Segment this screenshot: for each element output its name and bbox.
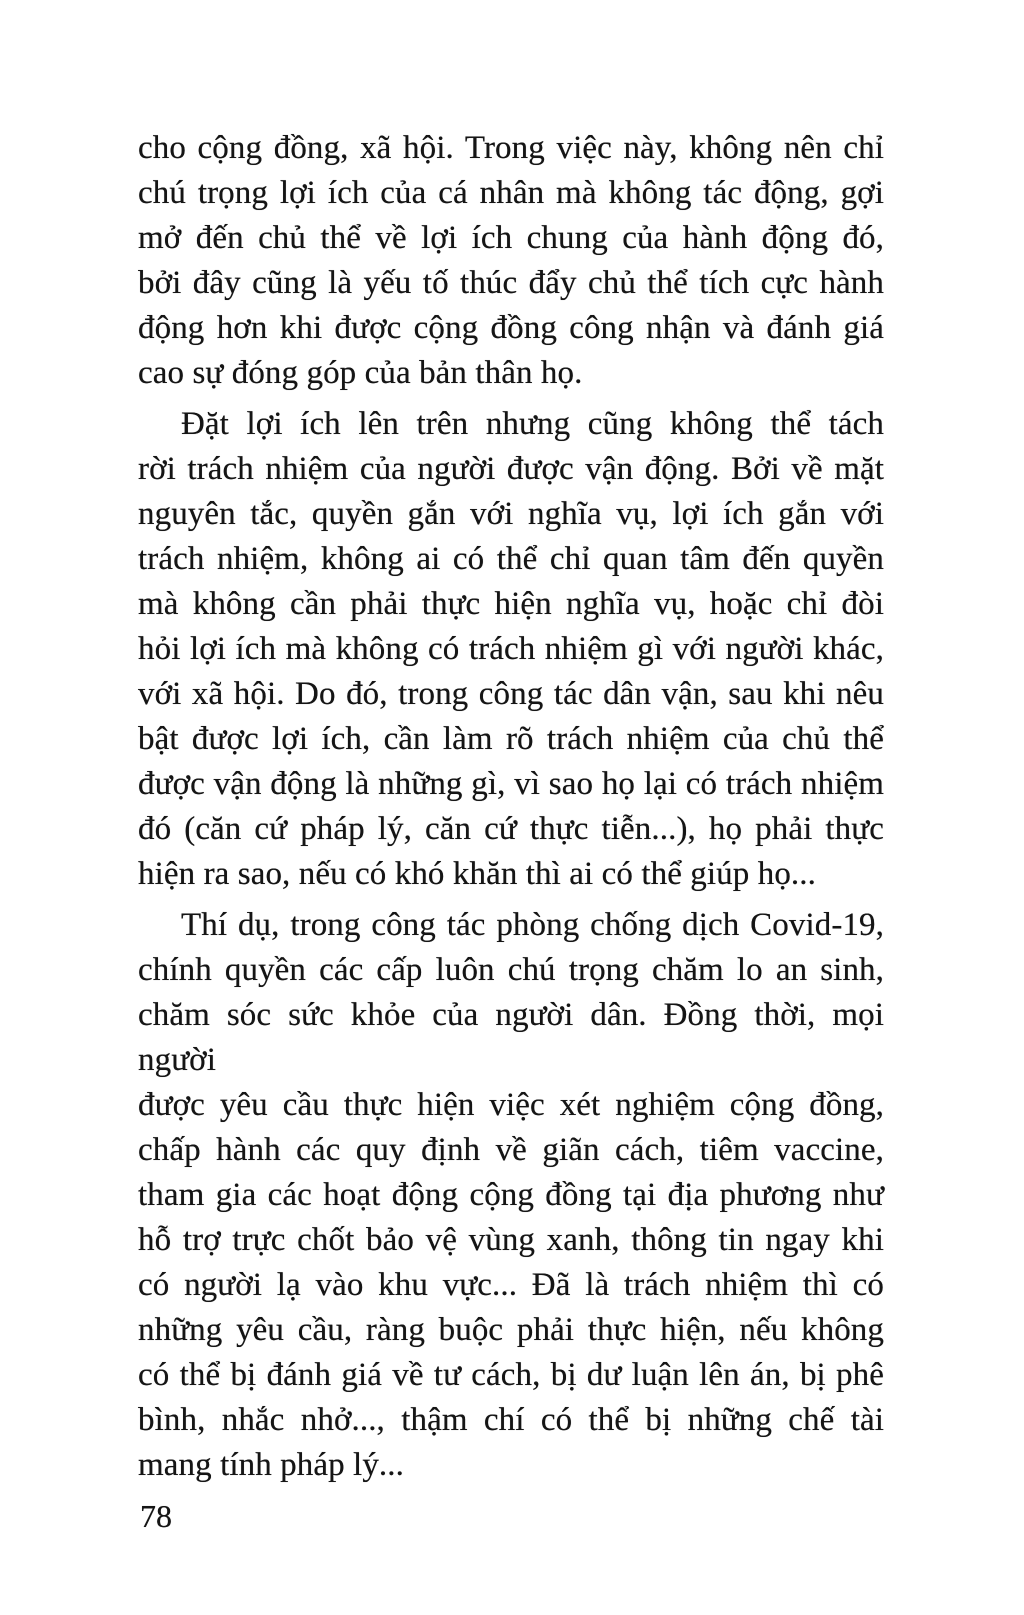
- text-line: hỏi lợi ích mà không có trách nhiệm gì với người khác,: [138, 631, 884, 667]
- text-line: mang tính pháp lý...: [138, 1447, 404, 1483]
- text-line: bởi đây cũng là yếu tố thúc đẩy chủ thể tích cực hành: [138, 265, 884, 301]
- text-line: rời trách nhiệm của người được vận động. Bởi về mặt: [138, 451, 884, 487]
- text-line: bật được lợi ích, cần làm rõ trách nhiệm của chủ thể: [138, 721, 884, 757]
- text-line: nguyên tắc, quyền gắn với nghĩa vụ, lợi ích gắn với: [138, 496, 884, 532]
- text-line: đó (căn cứ pháp lý, căn cứ thực tiễn...), họ phải thực: [138, 811, 884, 847]
- text-line: trách nhiệm, không ai có thể chỉ quan tâm đến quyền: [138, 541, 884, 577]
- text-line: với xã hội. Do đó, trong công tác dân vận, sau khi nêu: [138, 676, 884, 712]
- paragraph: [138, 903, 884, 1488]
- text-line: mà không cần phải thực hiện nghĩa vụ, hoặc chỉ đòi: [138, 586, 884, 622]
- text-line: có thể bị đánh giá về tư cách, bị dư luận lên án, bị phê: [138, 1357, 884, 1393]
- text-line: Đặt lợi ích lên trên nhưng cũng không thể tách: [181, 406, 884, 442]
- text-line: động hơn khi được cộng đồng công nhận và đánh giá: [138, 310, 884, 346]
- text-line: những yêu cầu, ràng buộc phải thực hiện, nếu không: [138, 1312, 884, 1348]
- text-line: được yêu cầu thực hiện việc xét nghiệm cộng đồng,: [138, 1087, 884, 1123]
- text-line: chú trọng lợi ích của cá nhân mà không tác động, gợi: [138, 175, 884, 211]
- text-line: Thí dụ, trong công tác phòng chống dịch Covid-19,: [181, 907, 884, 943]
- text-line: mở đến chủ thể về lợi ích chung của hành động đó,: [138, 220, 884, 256]
- text-line: chăm sóc sức khỏe của người dân. Đồng thời, mọi người: [138, 997, 884, 1078]
- paragraph: [138, 126, 884, 396]
- text-line: cho cộng đồng, xã hội. Trong việc này, không nên chỉ: [138, 130, 884, 166]
- paragraph: [138, 402, 884, 897]
- text-line: tham gia các hoạt động cộng đồng tại địa phương như: [138, 1177, 884, 1213]
- text-line: chấp hành các quy định về giãn cách, tiêm vaccine,: [138, 1132, 884, 1168]
- page-number: 78: [140, 1498, 172, 1534]
- text-block: [138, 126, 884, 1488]
- text-line: hiện ra sao, nếu có khó khăn thì ai có thể giúp họ...: [138, 856, 816, 892]
- text-line: có người lạ vào khu vực... Đã là trách nhiệm thì có: [138, 1267, 884, 1303]
- text-line: bình, nhắc nhở..., thậm chí có thể bị những chế tài: [138, 1402, 884, 1438]
- text-line: cao sự đóng góp của bản thân họ.: [138, 355, 583, 391]
- text-line: chính quyền các cấp luôn chú trọng chăm lo an sinh,: [138, 952, 884, 988]
- text-line: được vận động là những gì, vì sao họ lại có trách nhiệm: [138, 766, 884, 802]
- text-line: hỗ trợ trực chốt bảo vệ vùng xanh, thông tin ngay khi: [138, 1222, 884, 1258]
